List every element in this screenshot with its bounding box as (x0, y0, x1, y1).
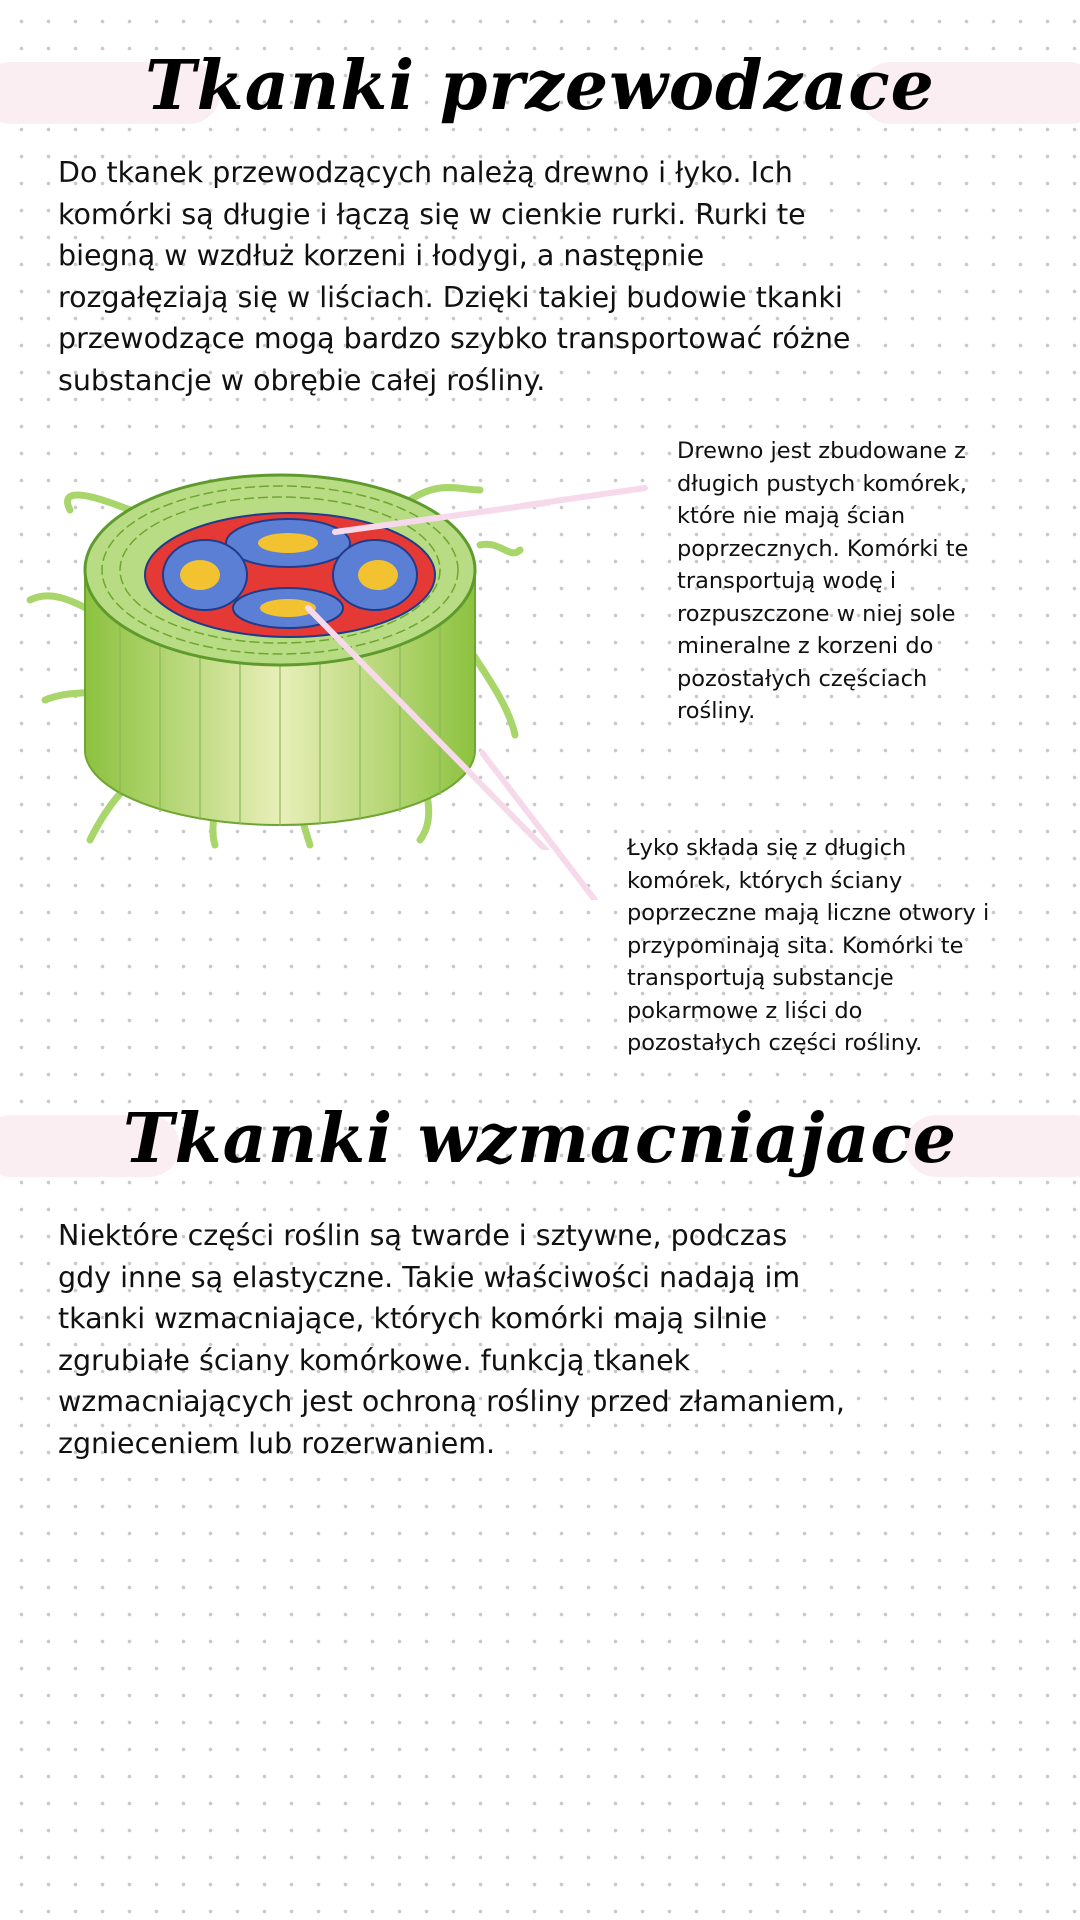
note-line: komórek, których ściany (627, 867, 903, 894)
note-line: rośliny. (677, 698, 756, 724)
note-line: przypominają sita. Komórki te (627, 932, 964, 959)
note-line: pozostałych częściach (677, 665, 928, 692)
paragraph-line: biegną w wzdłuż korzeni i łodygi, a następnie (58, 239, 705, 272)
paragraph-line: Do tkanek przewodzących należą drewno i łyko. Ich (58, 156, 793, 189)
note-line: transportują wodę i (677, 568, 897, 594)
note-line: rozpuszczone w niej sole (677, 600, 956, 627)
note-line: pokarmowe z liści do (627, 997, 863, 1024)
xylem-pointer-extension (520, 480, 650, 510)
root-cross-section-illustration (10, 450, 550, 850)
section-title-supporting: Tkanki wzmacniajace (122, 1099, 958, 1179)
phloem-pointer-extension (480, 750, 600, 900)
paragraph-line: tkanki wzmacniające, których komórki mają silnie (58, 1302, 768, 1335)
note-line: transportują substancje (627, 965, 894, 991)
note-line: Łyko składa się z długich (627, 835, 907, 861)
phloem-note (627, 832, 989, 1060)
note-line: poprzecznych. Komórki te (677, 535, 969, 562)
section-title-conducting: Tkanki przewodzace (145, 46, 935, 126)
paragraph-line: przewodzące mogą bardzo szybko transportować różne (58, 322, 851, 355)
paragraph-line: substancje w obrębie całej rośliny. (58, 363, 546, 397)
conducting-paragraph (58, 152, 918, 401)
paragraph-line: zgrubiałe ściany komórkowe. funkcją tkanek (58, 1343, 691, 1377)
paragraph-line: zgnieceniem lub rozerwaniem. (58, 1426, 496, 1460)
note-line: mineralne z korzeni do (677, 633, 934, 659)
paragraph-line: wzmacniających jest ochroną rośliny przed złamaniem, (58, 1385, 845, 1418)
paragraph-line: gdy inne są elastyczne. Takie właściwości nadają im (58, 1260, 801, 1294)
paragraph-line: Niektóre części roślin są twarde i sztywne, podczas (58, 1219, 788, 1252)
paragraph-line: komórki są długie i łączą się w cienkie rurki. Rurki te (58, 197, 806, 231)
note-line: które nie mają ścian (677, 503, 906, 529)
xylem-note (677, 435, 968, 728)
note-line: Drewno jest zbudowane z (677, 438, 966, 464)
supporting-paragraph (58, 1215, 918, 1464)
note-line: pozostałych części rośliny. (627, 1030, 923, 1056)
note-line: długich pustych komórek, (677, 470, 967, 497)
note-line: poprzeczne mają liczne otwory i (627, 900, 990, 926)
paragraph-line: rozgałęziają się w liściach. Dzięki takiej budowie tkanki (58, 280, 843, 314)
